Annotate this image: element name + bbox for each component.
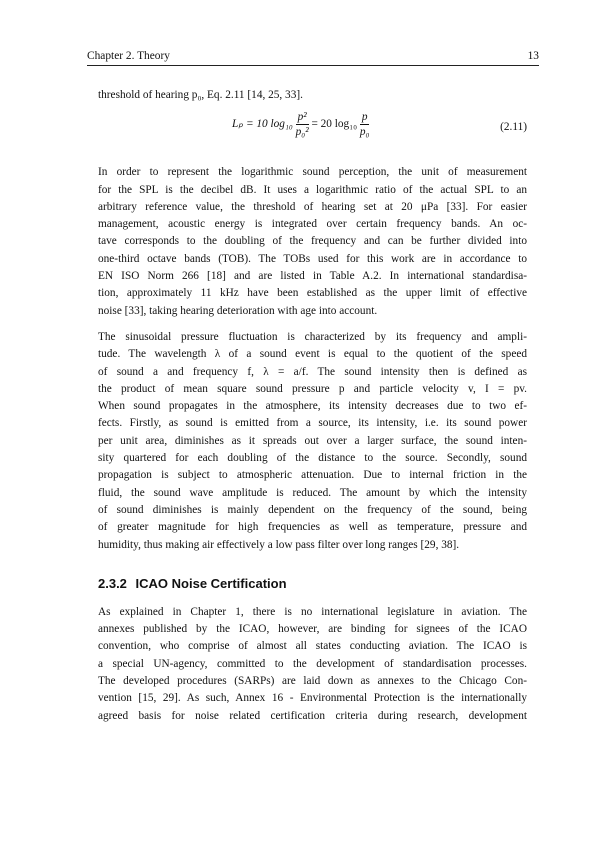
equation-2-11 xyxy=(98,110,527,150)
page-number: 13 xyxy=(527,50,539,62)
equation-lhs: Lₚ = 10 log₁₀ xyxy=(232,118,293,131)
paragraph-propagation: The sinusoidal pressure fluctuation is characterized by its frequency and ampli- tude. The wavelength λ of a sound event is equal to the quotient of the speed of sound a and frequency f, λ = a/f. The sound intensity then is defined as the product of mean square sound pressure p and particle velocity v, I = pv. When sound propagates in the atmosphere, its intensity decreases due to two ef- fects. Firstly, as sound is emitted from a source, its intensity, i.e. its sound power per unit area, diminishes as it spreads out over a larger surface, the sound inten- sity quartered for each doubling of the distance to the source. Secondly, sound propagation is subject to atmospheric attenuation. Due to internal friction in the fluid, the sound wave amplitude is reduced. The amount by which the intensity of sound diminishes is mainly dependent on the frequency of the sound, being of greater magnitude for high frequencies as well as temperature, pressure and humidity, thus making air effectively a low pass filter over long ranges [29, 38]. xyxy=(98,330,527,551)
equation-number: (2.11) xyxy=(500,121,527,134)
intro-line: threshold of hearing p₀, Eq. 2.11 [14, 25, 33]. xyxy=(98,89,303,101)
equation-mid: = 20 log₁₀ xyxy=(311,118,358,131)
section-title: ICAO Noise Certification xyxy=(135,575,287,591)
fraction-2: $\frac{p}{\text{p₀}}$ xyxy=(359,111,370,139)
chapter-title: Chapter 2. Theory xyxy=(87,50,170,62)
section-heading xyxy=(98,576,527,591)
equation-body xyxy=(232,110,369,139)
page-body xyxy=(98,87,527,725)
paragraph-icao: As explained in Chapter 1, there is no international legislature in aviation. The annexes published by the ICAO, however, are binding for signees of the ICAO convention, who comprise of almost all states conducting aviation. The ICAO is a special UN-agency, committed to the development of standardisation processes. The developed procedures (SARPs) are laid down as annexes to the Chicago Con- vention [15, 29]. As such, Annex 16 - Environmental Protection is the internationally agreed basis for noise related certification criteria during research, development xyxy=(98,605,527,722)
fraction-1: $\frac{\text{p²}}{\text{p₀²}}$ xyxy=(295,111,309,139)
paragraph-spl: In order to represent the logarithmic sound perception, the unit of measurement for the SPL is the decibel dB. It uses a logarithmic ratio of the actual SPL to an arbitrary reference value, the threshold of hearing set at 20 μPa [33]. For easier management, acoustic energy is integrated over certain frequency bands. An oc- tave corresponds to the doubling of the frequency and can be further divided into one-third octave bands (TOB). The TOBs used for this work are in accordance to EN ISO Norm 266 [18] and are listed in Table A.2. In international standardisa- tion, approximately 11 kHz have been established as the upper limit of effective noise [33], taking hearing deterioration with age into account. xyxy=(98,166,527,317)
section-number: 2.3.2 xyxy=(98,575,127,591)
running-header xyxy=(87,49,539,66)
